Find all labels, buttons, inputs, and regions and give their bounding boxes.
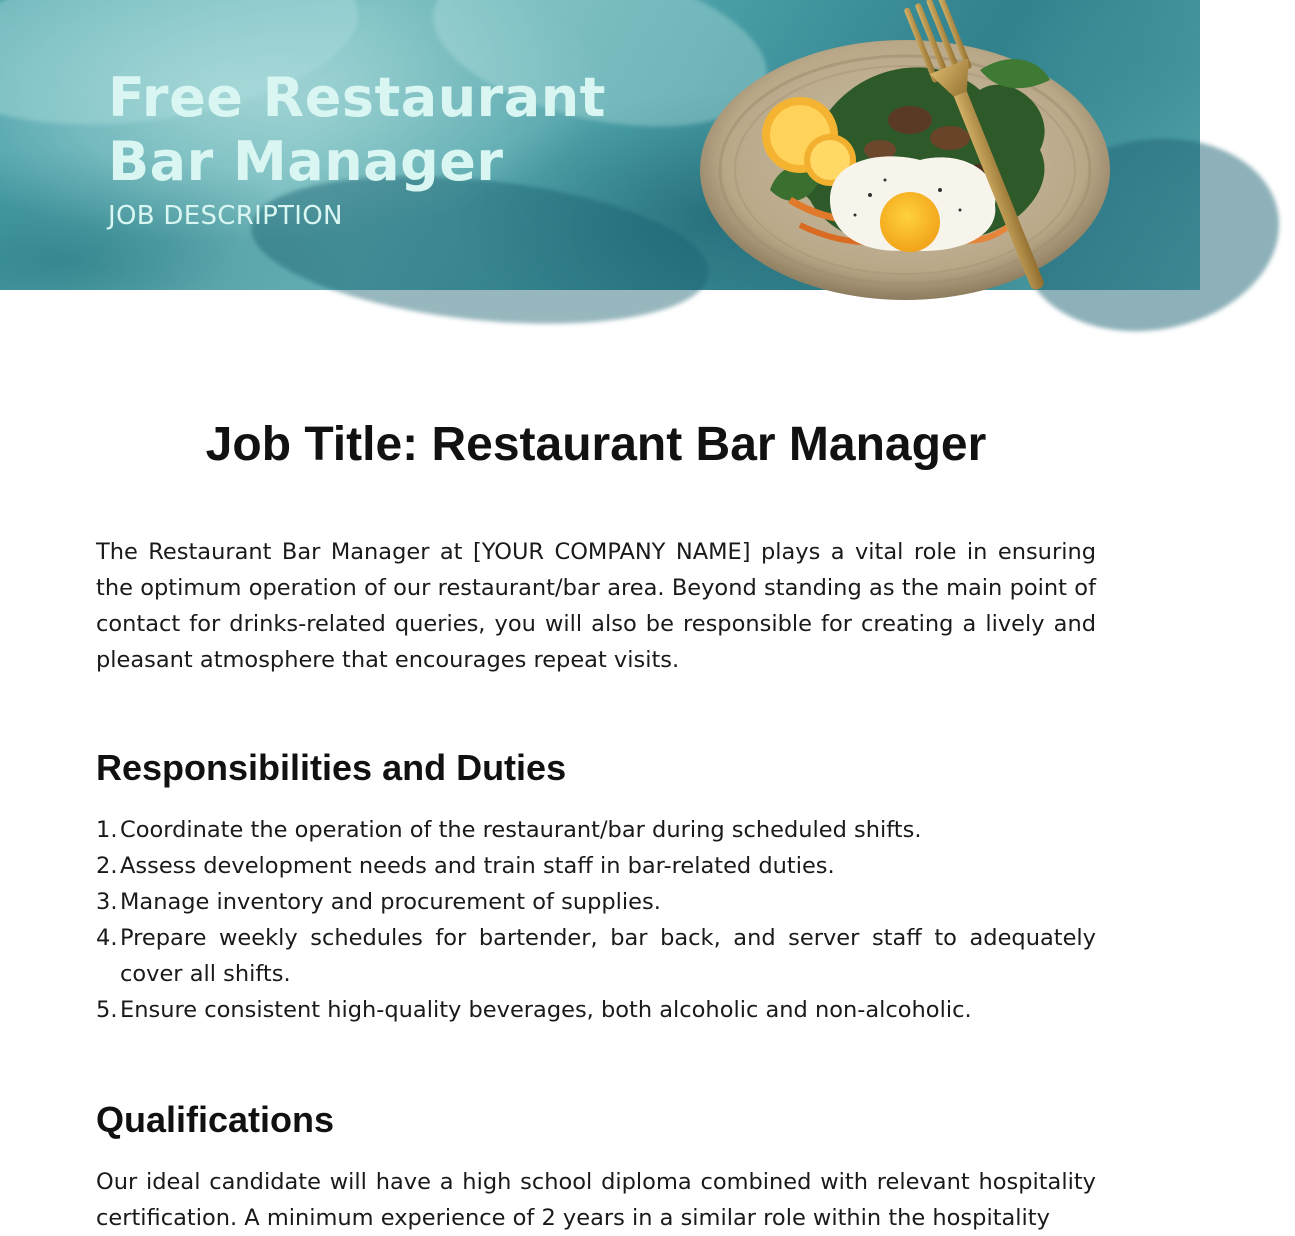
list-item-number: 1. bbox=[96, 817, 118, 843]
job-title: Job Title: Restaurant Bar Manager bbox=[205, 418, 987, 471]
banner-title-line2: Bar Manager bbox=[108, 130, 504, 193]
list-item bbox=[96, 920, 1096, 992]
list-item-number: 4. bbox=[96, 925, 118, 951]
responsibilities-list bbox=[96, 812, 1096, 1028]
list-item bbox=[96, 884, 1096, 920]
list-item-number: 3. bbox=[96, 889, 118, 915]
list-item-text: Manage inventory and procurement of supplies. bbox=[120, 889, 661, 915]
mushroom bbox=[888, 106, 932, 134]
qualifications-paragraph: Our ideal candidate will have a high school diploma combined with relevant hospitality certification. A minimum experience of 2 years in a similar role within the hospitality bbox=[96, 1169, 1096, 1231]
banner-title-line1: Free Restaurant bbox=[108, 66, 606, 129]
banner-subtitle: JOB DESCRIPTION bbox=[108, 201, 343, 231]
intro-paragraph: The Restaurant Bar Manager at [YOUR COMPANY NAME] plays a vital role in ensuring the optimum operation of our restaurant/bar area. Beyond standing as the main point of contact for drinks-related queries, you will also be responsible for creating a lively and pleasant atmosphere that encourages repeat visits. bbox=[96, 539, 1096, 673]
egg-yolk bbox=[880, 192, 940, 252]
list-item-number: 2. bbox=[96, 853, 118, 879]
header-banner bbox=[0, 0, 1200, 290]
list-item-number: 5. bbox=[96, 997, 118, 1023]
banner-title bbox=[108, 66, 606, 194]
food-plate-image bbox=[680, 0, 1150, 290]
list-item-text: Prepare weekly schedules for bartender, bar back, and server staff to adequately cover all shifts. bbox=[120, 925, 1096, 987]
list-item bbox=[96, 812, 1096, 848]
list-item-text: Assess development needs and train staff in bar-related duties. bbox=[120, 853, 835, 879]
qualifications-heading: Qualifications bbox=[96, 1099, 335, 1140]
list-item-text: Coordinate the operation of the restaurant/bar during scheduled shifts. bbox=[120, 817, 922, 843]
list-item bbox=[96, 848, 1096, 884]
responsibilities-heading: Responsibilities and Duties bbox=[96, 747, 567, 788]
list-item-text: Ensure consistent high-quality beverages, both alcoholic and non-alcoholic. bbox=[120, 997, 972, 1023]
document-body bbox=[96, 410, 1096, 1236]
list-item bbox=[96, 992, 1096, 1028]
